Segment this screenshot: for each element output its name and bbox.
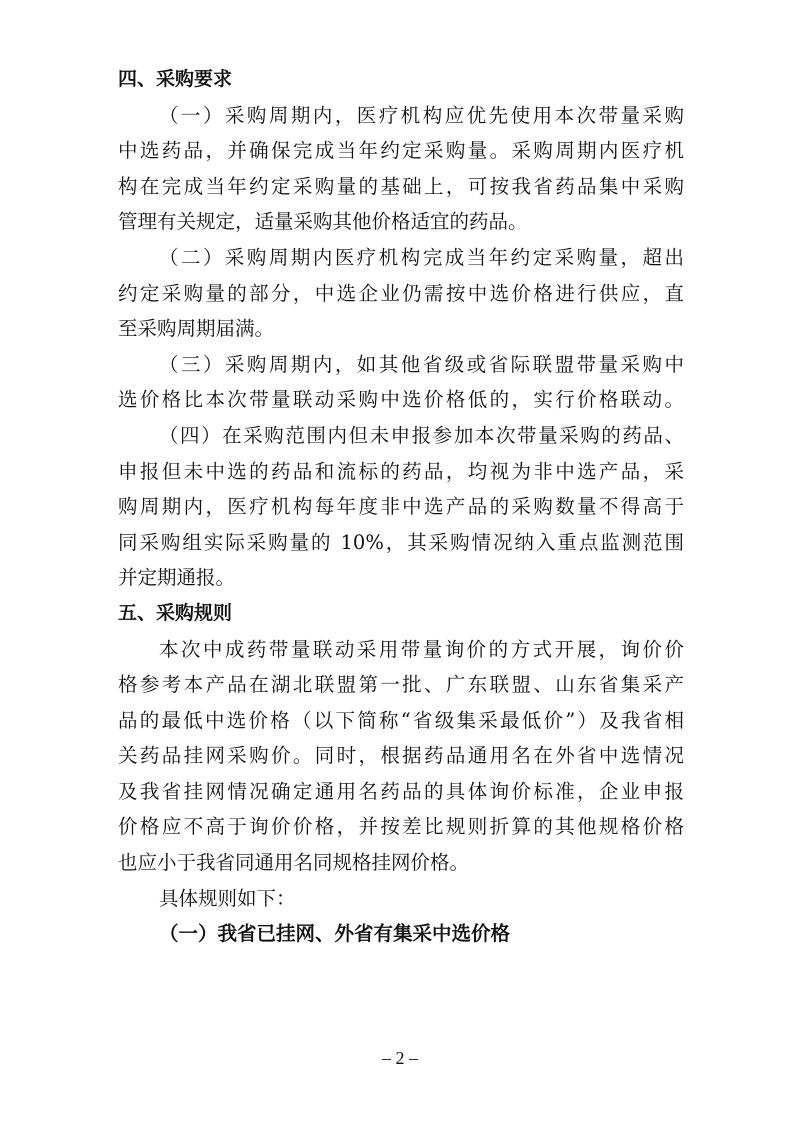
text-line: 本次中成药带量联动采用带量询价的方式开展，询价价 (159, 637, 684, 661)
text-line: 选价格比本次带量联动采购中选价格低的，实行价格联动。 (118, 388, 684, 412)
text-line: 管理有关规定，适量采购其他价格适宜的药品。 (118, 210, 528, 234)
text-line: 关药品挂网采购价。同时，根据药品通用名在外省中选情况 (118, 744, 684, 768)
text-line: 并定期通报。 (118, 566, 236, 590)
text-line: （四）在采购范围内但未申报参加本次带量采购的药品、 (159, 423, 684, 447)
section-heading: 五、采购规则 (118, 601, 233, 624)
section-heading: 四、采购要求 (118, 68, 233, 90)
text-line: （二）采购周期内医疗机构完成当年约定采购量，超出 (159, 245, 684, 269)
text-line: 中选药品，并确保完成当年约定采购量。采购周期内医疗机 (118, 139, 684, 163)
page-number: – 2 – (382, 1048, 418, 1068)
text-line: 价格应不高于询价价格，并按差比规则折算的其他规格价格 (118, 815, 684, 839)
text-line: 品的最低中选价格（以下简称“省级集采最低价”）及我省相 (118, 708, 684, 732)
text-line: 构在完成当年约定采购量的基础上，可按我省药品集中采购 (118, 174, 684, 198)
text-line: （一）采购周期内，医疗机构应优先使用本次带量采购 (159, 103, 684, 127)
text-line: （三）采购周期内，如其他省级或省际联盟带量采购中 (159, 352, 684, 376)
section-heading: （一）我省已挂网、外省有集采中选价格 (159, 922, 511, 946)
text-line: 具体规则如下： (159, 886, 296, 910)
text-line: 同采购组实际采购量的 10%，其采购情况纳入重点监测范围 (118, 530, 684, 554)
document-body (118, 62, 684, 952)
text-line: 约定采购量的部分，中选企业仍需按中选价格进行供应，直 (118, 281, 684, 305)
text-line: 至采购周期届满。 (118, 317, 275, 341)
text-line: 及我省挂网情况确定通用名药品的具体询价标准，企业申报 (118, 779, 684, 803)
text-line: 购周期内，医疗机构每年度非中选产品的采购数量不得高于 (118, 495, 684, 519)
text-line: 格参考本产品在湖北联盟第一批、广东联盟、山东省集采产 (118, 673, 684, 697)
text-line: 也应小于我省同通用名同规格挂网价格。 (118, 851, 470, 875)
text-line: 申报但未中选的药品和流标的药品，均视为非中选产品，采 (118, 459, 684, 483)
